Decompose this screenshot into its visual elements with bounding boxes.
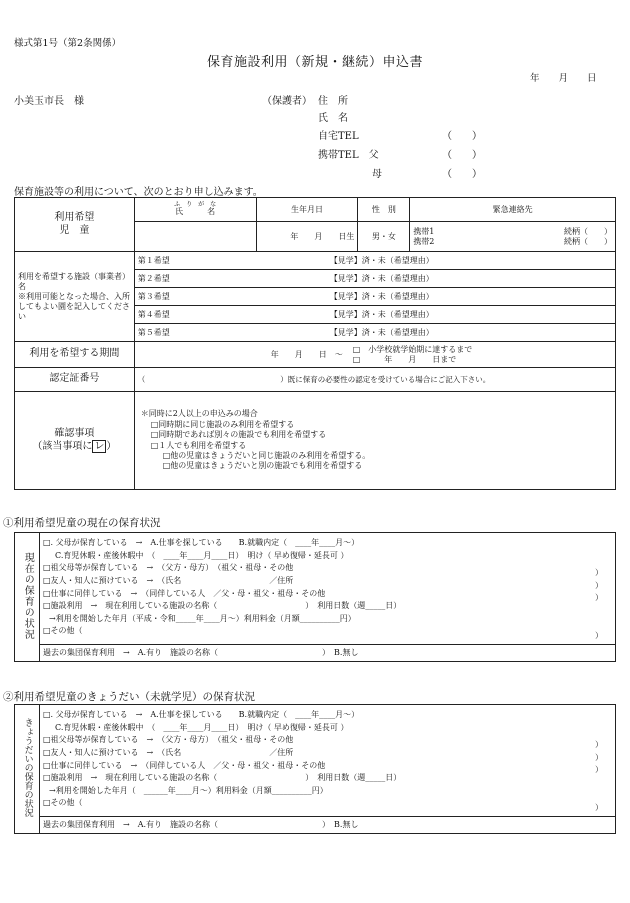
choice-row-2[interactable]: 第２希望 【見学】済・未（希望理由） xyxy=(134,270,615,288)
emergency-field[interactable]: 携帯1 続柄（ ） 携帯2 続柄（ ） xyxy=(410,222,616,252)
confirm-line[interactable]: □１人でも利用を希望する xyxy=(150,440,247,450)
status-line[interactable]: C.育児休暇・産後休暇中 （ ____年____月____日） 明け（ 早め復帰・延長可 ） xyxy=(55,722,349,732)
sex-header: 性 別 xyxy=(358,198,410,222)
status-line[interactable]: →利用を開始した年月（ ______年____月～）利用料金（月額__________円） xyxy=(49,785,328,795)
section1-table xyxy=(14,532,616,662)
section1-body[interactable] xyxy=(40,533,616,645)
status-line[interactable]: □仕事に同伴している → （同伴している人 ／父・母・祖父・祖母・その他 xyxy=(43,760,326,770)
status-line[interactable]: □祖父母等が保育している → （父方・母方） （祖父・祖母・その他 xyxy=(43,735,294,745)
form-number: 様式第1号（第2条関係） xyxy=(14,38,122,49)
name-header: ふ り が な 氏 名 xyxy=(134,198,256,222)
child-label: 利用希望 児 童 xyxy=(15,198,135,252)
paren-father: （ ） xyxy=(442,150,482,161)
guardian-label: （保護者） xyxy=(262,96,312,107)
mobile-tel-father: 携帯TEL 父 xyxy=(318,150,379,161)
checkmark-box: レ xyxy=(94,440,105,452)
closing-parens: ） ） ） ） xyxy=(595,568,603,640)
status-line[interactable]: →利用を開始した年月（平成・令和_____年____月～）利用料金（月額__________円） xyxy=(49,613,356,623)
section2-heading: ②利用希望児童のきょうだい（未就学児）の保育状況 xyxy=(3,691,255,703)
confirm-line[interactable]: □他の児童はきょうだいと同じ施設のみ利用を希望する。 xyxy=(162,450,371,460)
application-table xyxy=(14,197,616,490)
choice-row-3[interactable]: 第３希望 【見学】済・未（希望理由） xyxy=(134,288,615,306)
section2-table xyxy=(14,704,616,834)
section2-body[interactable] xyxy=(40,705,616,817)
status-line[interactable]: □施設利用 → 現在利用している施設の名称（ ） 利用日数（週_____日） xyxy=(43,773,402,783)
date-line: 年 月 日 xyxy=(530,73,597,84)
mobile-tel-mother: 母 xyxy=(372,169,382,180)
status-line[interactable]: □祖父母等が保育している → （父方・母方） （祖父・祖母・その他 xyxy=(43,563,294,573)
choice-row-1[interactable]: 第１希望 【見学】済・未（希望理由） xyxy=(134,252,615,270)
paren-home: （ ） xyxy=(442,131,482,142)
page-title: 保育施設利用（新規・継続）申込書 xyxy=(207,55,424,70)
intro-text: 保育施設等の利用について、次のとおり申し込みます。 xyxy=(14,187,263,198)
confirm-line[interactable]: □他の児童はきょうだいと別の施設でも利用を希望する xyxy=(162,461,363,471)
birth-header: 生年月日 xyxy=(256,198,358,222)
section1-past[interactable]: 過去の集団保育利用 → A.有り 施設の名称（ ） B.無し xyxy=(40,645,616,662)
closing-parens: ） ） ） ） xyxy=(595,740,603,812)
confirm-label: 確認事項 （該当事項に レ ） xyxy=(15,392,135,490)
paren-mother: （ ） xyxy=(442,169,482,180)
confirm-line[interactable]: □同時期であれば別々の施設でも利用を希望する xyxy=(150,430,327,440)
choice-row-4[interactable]: 第４希望 【見学】済・未（希望理由） xyxy=(134,306,615,324)
choice-row-5[interactable]: 第５希望 【見学】済・未（希望理由） xyxy=(134,324,615,342)
section2-past[interactable]: 過去の集団保育利用 → A.有り 施設の名称（ ） B.無し xyxy=(40,817,616,834)
section1-side-label: 現在の保育の状況 xyxy=(15,533,40,662)
section2-side-label: きょうだいの保育の状況 xyxy=(15,705,40,834)
section1-heading: ①利用希望児童の現在の保育状況 xyxy=(3,517,161,529)
status-line[interactable]: □施設利用 → 現在利用している施設の名称（ ） 利用日数（週_____日） xyxy=(43,601,402,611)
child-name-field[interactable] xyxy=(134,222,256,252)
period-field[interactable]: 年 月 日 ～ □ 小学校就学始期に達するまで □ 年 月 日まで xyxy=(134,342,615,368)
confirm-line: ＊同時に2人以上の申込みの場合 xyxy=(140,409,258,419)
status-line[interactable]: □その他（ xyxy=(43,798,83,808)
status-line[interactable]: C.育児休暇・産後休暇中 （ ____年____月____日） 明け（ 早め復帰・延長可 ） xyxy=(55,550,349,560)
status-line[interactable]: □その他（ xyxy=(43,626,83,636)
confirm-line[interactable]: □同時期に同じ施設のみ利用を希望する xyxy=(150,419,295,429)
home-tel: 自宅TEL xyxy=(318,131,359,142)
confirm-options[interactable] xyxy=(134,392,615,490)
status-line[interactable]: □. 父母が保育している → A.仕事を探している B.就職内定（ ____年____月～） xyxy=(43,538,360,548)
sex-field[interactable]: 男・女 xyxy=(358,222,410,252)
emergency-header: 緊急連絡先 xyxy=(410,198,616,222)
status-line[interactable]: □. 父母が保育している → A.仕事を探している B.就職内定（ ____年____月～） xyxy=(43,710,360,720)
cert-label: 認定証番号 xyxy=(15,368,135,392)
status-line[interactable]: □友人・知人に預けている → （氏名 ／住所 xyxy=(43,575,294,585)
period-label: 利用を希望する期間 xyxy=(15,342,135,368)
birth-field[interactable]: 年 月 日生 xyxy=(256,222,358,252)
status-line[interactable]: □友人・知人に預けている → （氏名 ／住所 xyxy=(43,747,294,757)
addressee: 小美玉市長 様 xyxy=(14,96,84,107)
status-line[interactable]: □仕事に同伴している → （同伴している人 ／父・母・祖父・祖母・その他 xyxy=(43,588,326,598)
facility-label: 利用を希望する施設（事業者）名 ※利用可能となった場合、入所してもよい園を記入してください xyxy=(15,252,135,342)
guardian-address: 住 所 xyxy=(318,96,348,107)
cert-field[interactable]: （ ）既に保育の必要性の認定を受けている場合にご記入下さい。 xyxy=(134,368,615,392)
guardian-name: 氏 名 xyxy=(318,113,348,124)
